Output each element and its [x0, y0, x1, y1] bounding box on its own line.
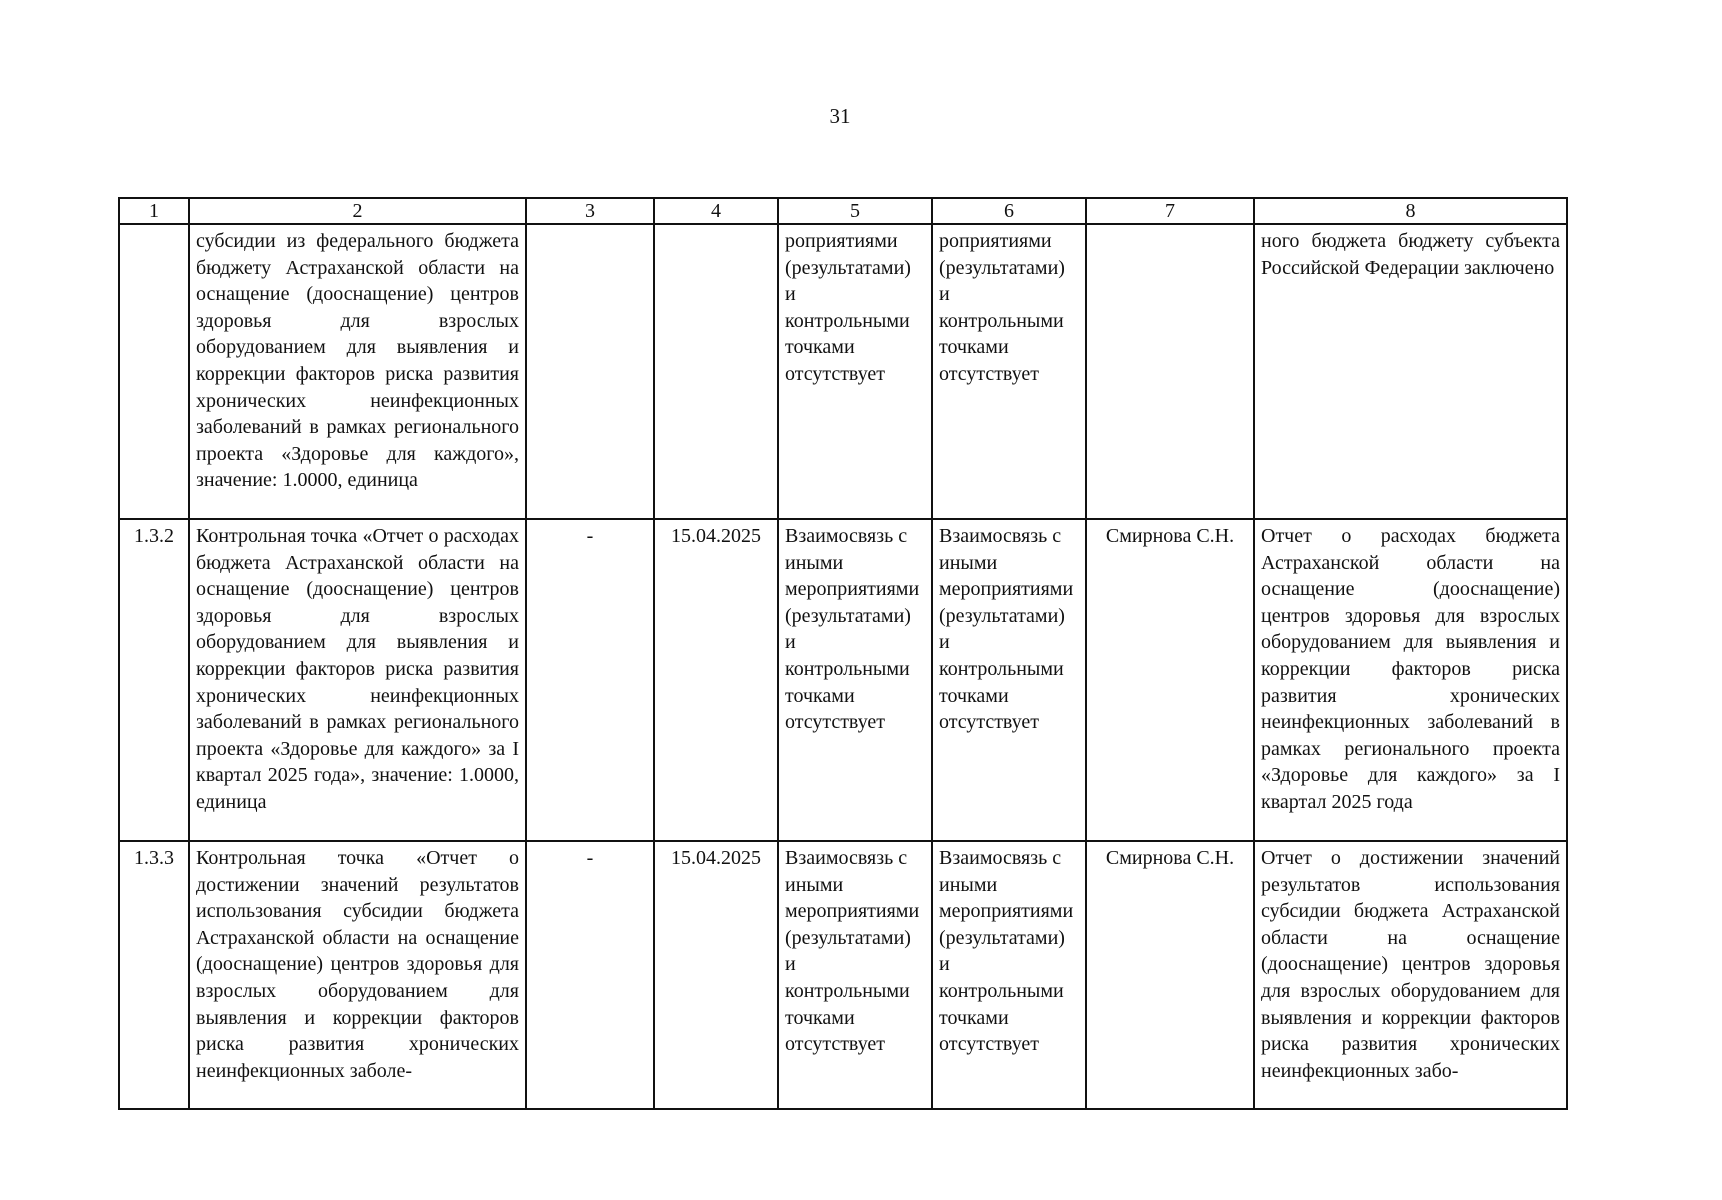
- result-cell: ного бюджета бюджету субъекта Российской Федерации заключено: [1254, 224, 1567, 519]
- row-number-cell: [119, 224, 189, 519]
- relation-cell: Взаимосвязь с иными мероприятиями (результатами) и контрольными точками отсутствует: [932, 841, 1086, 1109]
- table-row: [119, 841, 1567, 1109]
- column-3-cell: [526, 224, 654, 519]
- result-cell: Отчет о достижении значений результатов использования субсидии бюджета Астраханской области на оснащение (дооснащение) центров здоровья для взрослых оборудованием для выявления и коррекции факторов риска развития хронических неинфекционных забо-: [1254, 841, 1567, 1109]
- page-number: 31: [829, 104, 851, 128]
- relation-cell: роприятиями (результатами) и контрольными точками отсутствует: [932, 224, 1086, 519]
- table-row: [119, 519, 1567, 841]
- column-3-cell: -: [526, 841, 654, 1109]
- column-header-1: 1: [119, 198, 189, 224]
- relation-cell: роприятиями (результатами) и контрольными точками отсутствует: [778, 224, 932, 519]
- column-header-8: 8: [1254, 198, 1567, 224]
- result-cell: Отчет о расходах бюджета Астраханской области на оснащение (дооснащение) центров здоровья для взрослых оборудованием для выявления и коррекции факторов риска развития хронических неинфекционных заболеваний в рамках регионального проекта «Здоровье для каждого» за I квартал 2025 года: [1254, 519, 1567, 841]
- relation-cell: Взаимосвязь с иными мероприятиями (результатами) и контрольными точками отсутствует: [778, 841, 932, 1109]
- column-3-cell: -: [526, 519, 654, 841]
- description-cell: Контрольная точка «Отчет о достижении значений результатов использования субсидии бюджета Астраханской области на оснащение (дооснащение) центров здоровья для взрослых оборудованием для выявления и коррекции факторов риска развития хронических неинфекционных заболе-: [189, 841, 526, 1109]
- column-header-5: 5: [778, 198, 932, 224]
- description-cell: Контрольная точка «Отчет о расходах бюджета Астраханской области на оснащение (дооснащение) центров здоровья для взрослых оборудованием для выявления и коррекции факторов риска развития хронических неинфекционных заболеваний в рамках регионального проекта «Здоровье для каждого» за I квартал 2025 года», значение: 1.0000, единица: [189, 519, 526, 841]
- date-cell: [654, 224, 778, 519]
- date-cell: 15.04.2025: [654, 841, 778, 1109]
- row-number-cell: 1.3.3: [119, 841, 189, 1109]
- relation-cell: Взаимосвязь с иными мероприятиями (результатами) и контрольными точками отсутствует: [932, 519, 1086, 841]
- column-header-6: 6: [932, 198, 1086, 224]
- relation-cell: Взаимосвязь с иными мероприятиями (результатами) и контрольными точками отсутствует: [778, 519, 932, 841]
- responsible-cell: Смирнова С.Н.: [1086, 841, 1254, 1109]
- column-header-3: 3: [526, 198, 654, 224]
- table-row: [119, 224, 1567, 519]
- column-header-4: 4: [654, 198, 778, 224]
- column-header-2: 2: [189, 198, 526, 224]
- header-row: [119, 198, 1567, 224]
- description-cell: субсидии из федерального бюджета бюджету Астраханской области на оснащение (дооснащение) центров здоровья для взрослых оборудованием для выявления и коррекции факторов риска развития хронических неинфекционных заболеваний в рамках регионального проекта «Здоровье для каждого», значение: 1.0000, единица: [189, 224, 526, 519]
- activities-table: [118, 197, 1568, 1110]
- column-header-7: 7: [1086, 198, 1254, 224]
- responsible-cell: [1086, 224, 1254, 519]
- row-number-cell: 1.3.2: [119, 519, 189, 841]
- responsible-cell: Смирнова С.Н.: [1086, 519, 1254, 841]
- date-cell: 15.04.2025: [654, 519, 778, 841]
